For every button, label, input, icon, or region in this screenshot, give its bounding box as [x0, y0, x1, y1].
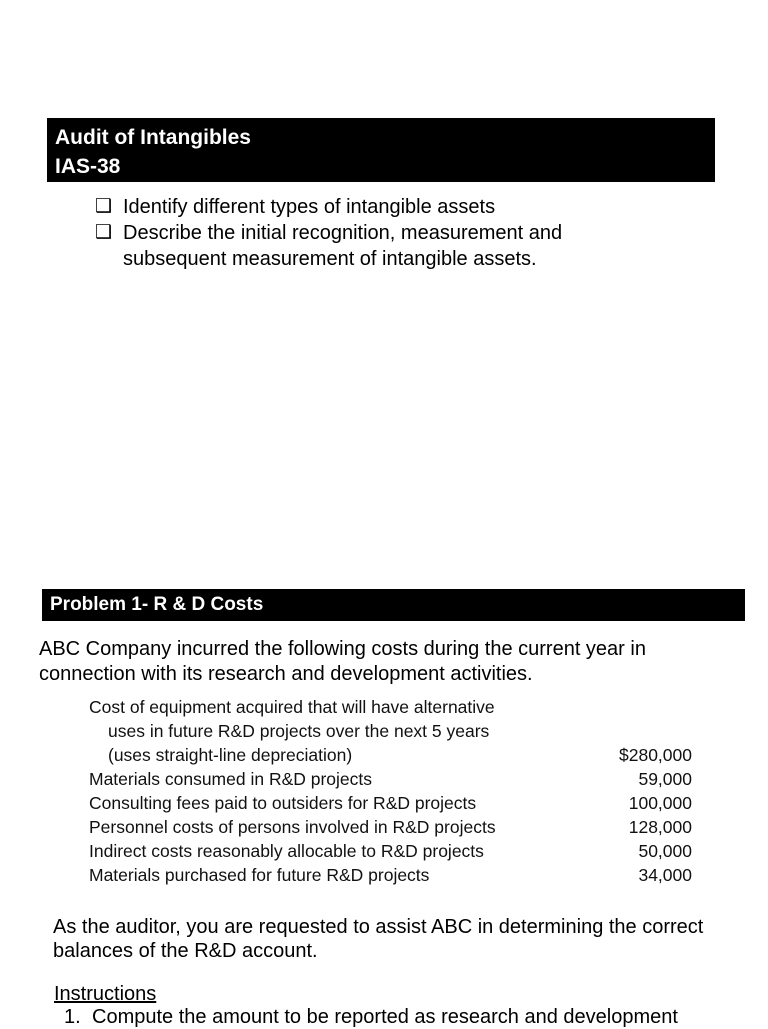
problem-heading: Problem 1- R & D Costs	[42, 589, 745, 621]
table-row	[89, 743, 692, 767]
auditor-request: As the auditor, you are requested to assist ABC in determining the correct balances of the R&D account.	[53, 916, 704, 962]
cost-amount: 34,000	[638, 865, 692, 885]
problem-intro: ABC Company incurred the following costs during the current year in connection with its research and development activities.	[39, 638, 646, 685]
cost-amount: 128,000	[628, 817, 692, 837]
table-row	[89, 767, 692, 791]
cost-label: Materials purchased for future R&D projects	[89, 865, 430, 885]
table-row	[89, 791, 692, 815]
cost-label: Personnel costs of persons involved in R&D projects	[89, 817, 496, 837]
page-subtitle: IAS-38	[55, 155, 121, 178]
cost-label: (uses straight-line depreciation)	[108, 745, 353, 765]
table-row	[89, 863, 692, 887]
objective-text: Describe the initial recognition, measurement and subsequent measurement of intangible assets.	[123, 222, 563, 270]
cost-label: Consulting fees paid to outsiders for R&D projects	[89, 793, 477, 813]
instruction-number: 1.	[64, 1006, 81, 1028]
cost-label: Cost of equipment acquired that will have alternative	[89, 697, 495, 717]
instruction-text: Compute the amount to be reported as research and development	[92, 1006, 678, 1028]
cost-amount: 100,000	[628, 793, 692, 813]
table-row	[89, 839, 692, 863]
cost-table	[89, 695, 692, 887]
cost-amount: $280,000	[619, 745, 692, 765]
instruction-item	[64, 1006, 764, 1029]
objectives-list	[95, 194, 655, 272]
objective-text: Identify different types of intangible assets	[123, 196, 496, 218]
title-bar	[47, 118, 715, 182]
list-item	[95, 220, 655, 272]
cost-amount: 59,000	[638, 769, 692, 789]
cost-label: uses in future R&D projects over the next 5 years	[108, 721, 490, 741]
table-row	[89, 695, 692, 719]
list-item	[95, 194, 655, 220]
page-title: Audit of Intangibles	[55, 126, 251, 149]
instructions-heading: Instructions	[54, 983, 157, 1005]
cost-amount: 50,000	[638, 841, 692, 861]
checkbox-bullet-icon: ❑	[95, 222, 113, 243]
cost-label: Materials consumed in R&D projects	[89, 769, 373, 789]
table-row	[89, 815, 692, 839]
table-row	[89, 719, 692, 743]
checkbox-bullet-icon: ❑	[95, 196, 113, 217]
cost-label: Indirect costs reasonably allocable to R&D projects	[89, 841, 484, 861]
